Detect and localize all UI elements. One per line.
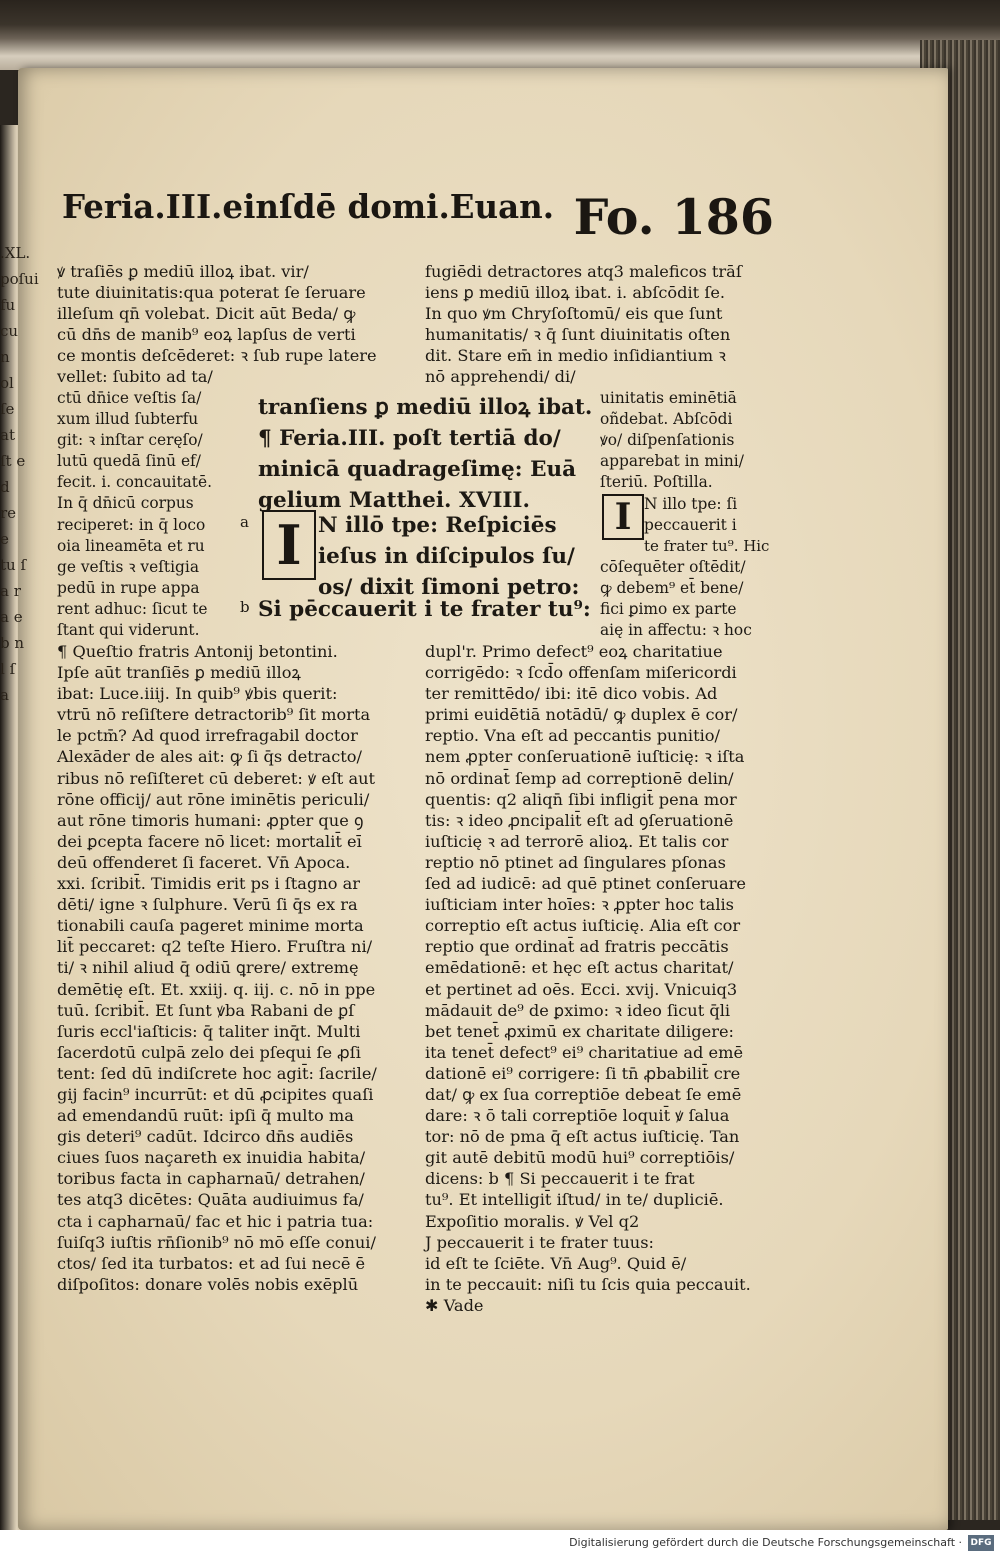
col-b-main-line: dationē ei⁹ corrigere: ſi tn̄ ꝓbabilit̄ cre — [425, 1063, 741, 1083]
col-a-main-line: demētię eſt. Et. xxiij. q. iij. c. nō in ppe — [57, 979, 376, 999]
col-b-end — [425, 1232, 770, 1316]
col-a-narrow — [57, 388, 233, 641]
col-a-top-line: ce montis deſcēderet: ꝛ ſub rupe latere — [57, 346, 377, 366]
col-b-main-line: reptio nō ptinet ad ſingulares pſonas — [425, 852, 726, 872]
center-last-line-text: Si pēccauerit i te frater tu⁹: — [258, 597, 591, 622]
col-b-main-line: primi euidētiā notādū/ ꝙ duplex ē cor/ — [425, 705, 738, 725]
dfg-logo: DFG — [968, 1535, 994, 1551]
col-a-main-line: ad emendandū ruūt: ipſi q̄ multo ma — [57, 1106, 354, 1126]
col-b-narrow1-line: ſteriū. Poſtilla. — [600, 473, 713, 492]
col-a-top-line: illeſum qn̄ volebat. Dicit aūt Beda/ ꝙ — [57, 304, 356, 324]
center-last-line — [258, 594, 598, 625]
col-b-end-line: id eſt te ſciēte. Vn̄ Aug⁹. Quid ē/ — [425, 1254, 687, 1274]
col-b-main-line: tis: ꝛ ideo ꝓncipalit̄ eſt ad ꝯſeruationē — [425, 810, 734, 830]
col-b-main — [425, 641, 770, 1232]
col-a-narrow-line: pedū in rupe appa — [57, 578, 200, 597]
center-heading-line: ¶ Feria.III. poſt tertiā do/ — [258, 426, 561, 451]
marker-a: a — [240, 513, 249, 531]
col-a-main-line: ribus nō reſiſteret cū deberet: ꝟ eſt aut — [57, 768, 376, 788]
col-a-narrow-line: oia lineamēta et ru — [57, 536, 205, 555]
col-b-initial-line: te frater tu⁹. Hic — [644, 537, 770, 556]
col-a-main-line: Ipſe aūt tranſiēs ꝑ mediū illoꝝ — [57, 663, 301, 683]
col-a-main-line: ibat: Luce.iiij. In quib⁹ ꝟbis querit: — [57, 684, 338, 704]
col-a-main-line: ciues ſuos naçareth ex inuidia habita/ — [57, 1148, 366, 1168]
col-a-main-line: gij facin⁹ incurrūt: et dū ꝓcipites quaſi — [57, 1084, 374, 1104]
col-b-narrow2 — [600, 557, 772, 641]
col-a-top-line: ꝟ traſiēs ꝑ mediū illoꝝ ibat. vir/ — [57, 262, 309, 281]
col-b-top-line: iens ꝑ mediū illoꝝ ibat. i. abſcōdit ſe. — [425, 283, 726, 303]
col-b-main-line: nō ordinat̄ ſemp ad correptionē delin/ — [425, 768, 734, 788]
col-b-narrow1 — [600, 388, 772, 493]
col-b-narrow1-line: uinitatis eminētiā — [600, 389, 737, 407]
col-a-main-line: dei ꝑcepta facere nō licet: mortalit̄ eī — [57, 831, 362, 851]
col-a-main-line: cta i capharnaū/ fac et hic i patria tua: — [57, 1211, 374, 1231]
col-a-narrow-line: ſtant qui viderunt. — [57, 621, 200, 640]
col-b-narrow1-line: apparebat in mini/ — [600, 452, 744, 471]
col-b-top-line: nō apprehendi/ di/ — [425, 367, 576, 387]
col-b-narrow2-line: cōſequēter oſtēdit/ — [600, 558, 746, 576]
col-a-narrow-line: xum illud ſubterfu — [57, 410, 199, 429]
col-b-main-line: dare: ꝛ ō tali correptiōe loquit̄ ꝟ ſalua — [425, 1106, 730, 1126]
book-top-edge — [0, 0, 1000, 70]
col-b-main-line: Expoſitio moralis. ꝟ Vel q2 — [425, 1211, 640, 1231]
col-b-initial-line: peccauerit i — [644, 516, 737, 535]
col-a-main-line: diſpoſitos: donare volēs nobis exēplū — [57, 1274, 359, 1294]
col-a-main-line: tionabili cauſa pageret minime morta — [57, 916, 364, 936]
center-heading-line: gelium Matthei. XVIII. — [258, 488, 530, 513]
col-b-main-line: emēdationē: et hęc eſt actus charitat/ — [425, 958, 734, 978]
center-initial-lines — [318, 510, 598, 603]
col-a-main-line: ſacerdotū culpā zelo dei pſequi ſe ꝓſi — [57, 1042, 361, 1062]
col-b-main-line: corrigēdo: ꝛ ſcd̄o offenſam miſericordi — [425, 663, 737, 683]
center-initial-line: N illō tpe: Reſpiciēs — [318, 513, 557, 538]
col-b-main-line: iuſticię ꝛ ad terrorē alioꝝ. Et talis cor — [425, 831, 729, 851]
col-a-main-line: tuū. ſcribit̄. Et ſunt ꝟba Rabani de ꝑſ — [57, 1000, 355, 1020]
col-a-main-line: ti/ ꝛ nihil aliud q̄ odiū ꝗrere/ extremę — [57, 958, 359, 978]
center-heading — [258, 392, 598, 516]
footer-bar — [0, 1530, 1000, 1557]
col-a-narrow-line: git: ꝛ inſtar ceręſo/ — [57, 431, 203, 450]
col-a-main-line: Alexāder de ales ait: ꝙ ſi q̄s detracto/ — [57, 747, 362, 767]
col-b-initial-letter: I — [602, 494, 644, 540]
col-a-narrow-line: rent adhuc: ſicut te — [57, 599, 208, 618]
col-b-main-line: dupl'r. Primo defect⁹ eoꝝ charitatiue — [425, 642, 723, 661]
center-heading-line: tranſiens ꝑ mediū illoꝝ ibat. — [258, 395, 593, 420]
folio-number: Fo. 186 — [573, 188, 774, 246]
col-a-main-line: tes atq3 dicētes: Quāta audiuimus fa/ — [57, 1190, 364, 1210]
col-b-main-line: dat/ ꝙ ex ſua correptiōe debeat ſe emē — [425, 1084, 742, 1104]
col-a-main-line: le pctm̄? Ad quod irrefragabil doctor — [57, 726, 358, 746]
col-a-main-line: ſuris eccl'iaſticis: q̄ taliter inq̄t. Multi — [57, 1021, 361, 1041]
col-a-main-line: rōne officij/ aut rōne iminētis periculi/ — [57, 789, 370, 809]
center-initial-letter: I — [262, 510, 316, 580]
col-a-narrow-line: In q̄ dn̄icū corpus — [57, 494, 194, 513]
header-title: Feria.III.einſdē domi.Euan. — [62, 188, 554, 226]
col-b-top-line: dit. Stare em̄ in medio inſidiantium ꝛ — [425, 346, 726, 366]
col-b-main-line: dicens: b ¶ Si peccauerit i te frat — [425, 1169, 695, 1189]
col-b-main-line: tor: nō de pma q̄ eſt actus iuſticię. Tan — [425, 1127, 740, 1147]
col-b-main-line: quentis: q2 aliqn̄ ſibi infligit̄ pena mor — [425, 789, 737, 809]
col-a-narrow-line: lutū quedā ſinū ef/ — [57, 452, 201, 471]
col-b-top-line: In quo ꝟm Chryſoſtomū/ eis que ſunt — [425, 304, 723, 324]
running-header — [62, 188, 774, 260]
col-b-main-line: mādauit de⁹ de ꝑximo: ꝛ ideo ſicut q̄li — [425, 1000, 731, 1020]
col-b-initial-lines — [644, 494, 772, 557]
center-initial-line: ieſus in diſcipulos ſu/ — [318, 544, 575, 569]
col-b-top-line: fugiēdi detractores atq3 maleficos trāſ — [425, 262, 742, 281]
col-a-main-line: toribus facta in capharnaū/ detrahen/ — [57, 1169, 365, 1189]
center-initial-line: os/ dixit ſimoni petro: — [318, 575, 580, 600]
col-b-narrow2-line: ꝙ debem⁹ et̄ bene/ — [600, 579, 744, 598]
col-a-main-line: ſuiſq3 iuſtis rn̄ſionib⁹ nō mō eſſe conui/ — [57, 1232, 376, 1252]
col-a-main-line: gis deteri⁹ cadūt. Idcirco dn̄s audiēs — [57, 1127, 354, 1147]
col-b-initial-line: N illo tpe: ſi — [644, 495, 738, 513]
col-a-main-line: dēti/ igne ꝛ ſulphure. Verū ſi q̄s ex ra — [57, 895, 358, 915]
col-a-main-line: lit̄ peccaret: q2 teſte Hiero. Fruſtra ni/ — [57, 937, 373, 957]
col-b-main-line: ſed ad iudicē: ad quē ptinet conſeruare — [425, 874, 746, 894]
col-a-main-line: deū offenderet ſi faceret. Vn̄ Apoca. — [57, 852, 351, 872]
col-b-main-line: reptio. Vna eſt ad peccantis punitio/ — [425, 726, 720, 746]
col-a-main-line: aut rōne timoris humani: ꝓpter que ꝯ — [57, 810, 364, 830]
col-a-narrow-line: ge veſtis ꝛ veſtigia — [57, 557, 199, 576]
col-a-top-line: cū dn̄s de manib⁹ eoꝝ lapſus de verti — [57, 325, 356, 345]
col-b-main-line: bet tenet̄ ꝓximū ex charitate diligere: — [425, 1021, 735, 1041]
col-a-main-line: tent: ſed dū indiſcrete hoc agit̄: ſacrile/ — [57, 1063, 377, 1083]
col-b-main-line: nem ꝓpter conſeruationē iuſticię: ꝛ iſta — [425, 747, 745, 767]
col-a-top-line: tute diuinitatis:qua poterat ſe ſeruare — [57, 283, 366, 303]
col-b-main-line: iuſticiam inter hoīes: ꝛ ꝓpter hoc talis — [425, 895, 734, 915]
col-a-narrow-line: ctū dn̄ice veſtis ſa/ — [57, 389, 202, 407]
col-b-narrow1-line: oñdebat. Abſcōdi — [600, 410, 733, 429]
col-b-narrow2-line: fici ꝑimo ex parte — [600, 600, 737, 619]
col-a-top — [57, 261, 407, 388]
col-b-end-line: J peccauerit i te frater tuus: — [425, 1233, 654, 1252]
col-b-narrow2-line: aię in affectu: ꝛ hoc — [600, 621, 752, 640]
col-b-main-line: tu⁹. Et intelligit̄ iſtud/ in te/ dupliciē. — [425, 1190, 724, 1210]
col-b-narrow1-line: ꝟo/ diſpenſationis — [600, 431, 735, 450]
col-a-narrow-line: reciperet: in q̄ loco — [57, 515, 206, 534]
col-a-main-line: vtrū nō reſiſtere detractorib⁹ ſit morta — [57, 705, 371, 725]
col-a-main-line: ¶ Queſtio fratris Antonij betontini. — [57, 642, 338, 661]
marker-b: b — [240, 598, 250, 616]
col-b-end-line: in te peccauit: niſi tu ſcis quia peccauit. — [425, 1275, 751, 1295]
col-a-narrow-line: fecit. i. concauitatē. — [57, 473, 212, 492]
col-b-top-line: humanitatis/ ꝛ q̄ ſunt diuinitatis oſten — [425, 325, 731, 345]
col-b-main-line: ita tenet̄ defect⁹ ei⁹ charitatiue ad emē — [425, 1042, 744, 1062]
col-a-main — [57, 641, 407, 1295]
col-b-main-line: ter remittēdo/ ibi: itē dico vobis. Ad — [425, 684, 718, 704]
col-b-main-line: git autē debitū modū hui⁹ correptiōis/ — [425, 1148, 735, 1168]
col-b-top — [425, 261, 770, 388]
col-b-main-line: reptio que ordinat̄ ad fratris peccātis — [425, 937, 729, 957]
center-heading-line: minicā quadrageſimę: Euā — [258, 457, 577, 482]
left-margin-fragment: .XL. poſui fu cu n ol ſe at ſt e d re e tu ſ a r a e b n l ſ a — [0, 244, 39, 704]
col-b-main-line: correptio eſt actus iuſticię. Alia eſt cor — [425, 916, 741, 936]
col-b-main-line: et pertinet ad oēs. Ecci. xvij. Vnicuiq3 — [425, 979, 738, 999]
footer-credit: Digitalisierung gefördert durch die Deutsche Forschungsgemeinschaft · — [569, 1536, 962, 1549]
col-b-end-line: ✱ Vade — [425, 1296, 484, 1316]
col-a-top-line: vellet: ſubito ad ta/ — [57, 367, 213, 387]
col-a-main-line: xxi. ſcribit̄. Timidis erit ps i ſtagno ar — [57, 874, 361, 894]
col-a-main-line: ctos/ ſed ita turbatos: et ad ſui necē ē — [57, 1253, 366, 1273]
